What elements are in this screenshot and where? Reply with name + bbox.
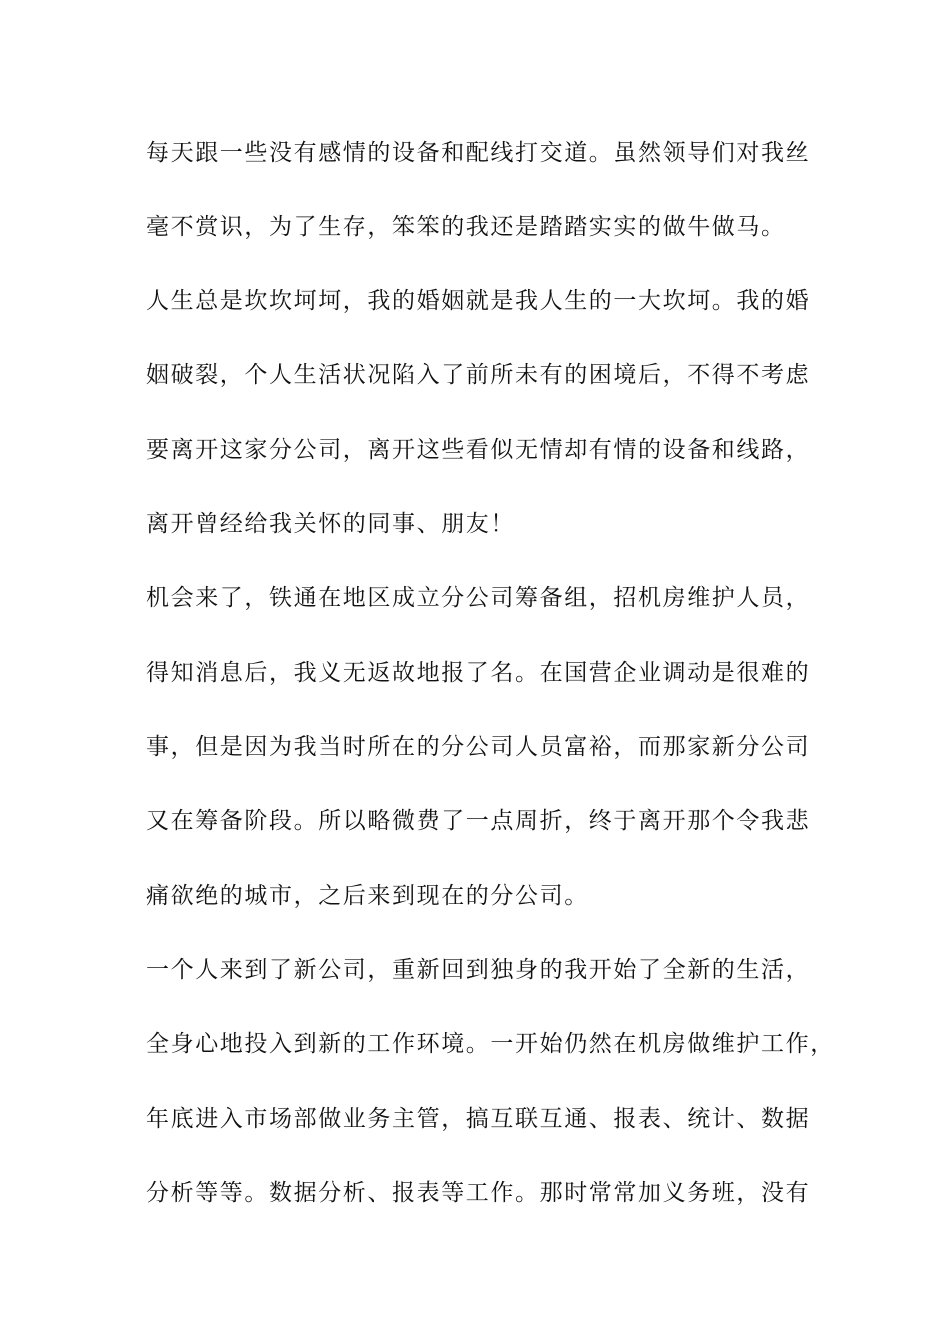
text-line-14: 年底进入市场部做业务主管，搞互联互通、报表、统计、数据 [146, 1106, 811, 1132]
text-line-2: 毫不赏识，为了生存，笨笨的我还是踏踏实实的做牛做马。 [146, 214, 786, 240]
text-line-7: 机会来了，铁通在地区成立分公司筹备组，招机房维护人员， [146, 585, 811, 611]
text-line-10: 又在筹备阶段。所以略微费了一点周折，终于离开那个令我悲 [146, 808, 811, 834]
text-line-13: 全身心地投入到新的工作环境。一开始仍然在机房做维护工作， [146, 1031, 835, 1057]
text-line-3: 人生总是坎坎坷坷，我的婚姻就是我人生的一大坎坷。我的婚 [146, 288, 811, 314]
text-line-15: 分析等等。数据分析、报表等工作。那时常常加义务班，没有 [146, 1180, 811, 1206]
text-line-8: 得知消息后，我义无返故地报了名。在国营企业调动是很难的 [146, 660, 811, 686]
text-line-12: 一个人来到了新公司，重新回到独身的我开始了全新的生活， [146, 957, 811, 983]
text-line-11: 痛欲绝的城市，之后来到现在的分公司。 [146, 883, 589, 909]
text-line-6: 离开曾经给我关怀的同事、朋友！ [146, 511, 515, 537]
text-line-9: 事，但是因为我当时所在的分公司人员富裕，而那家新分公司 [146, 734, 811, 760]
text-line-4: 姻破裂，个人生活状况陷入了前所未有的困境后，不得不考虑 [146, 362, 811, 388]
text-line-1: 每天跟一些没有感情的设备和配线打交道。虽然领导们对我丝 [146, 140, 811, 166]
text-line-5: 要离开这家分公司，离开这些看似无情却有情的设备和线路， [146, 437, 811, 463]
